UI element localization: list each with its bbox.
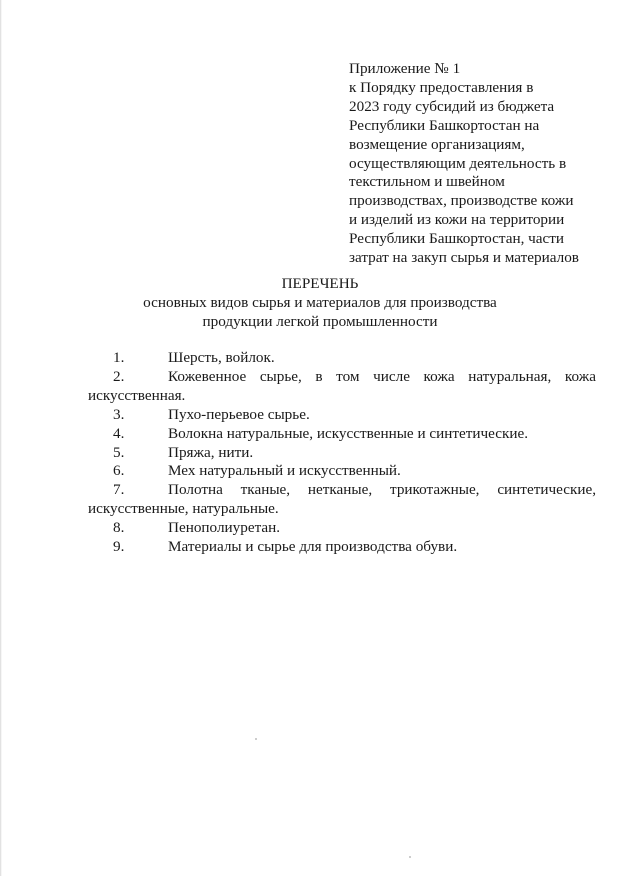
list-item (88, 462, 596, 481)
appendix-line: 2023 году субсидий из бюджета (349, 97, 555, 115)
list-item (88, 444, 596, 463)
item-number: 9. (113, 538, 125, 556)
appendix-line: возмещение организациям, (349, 135, 525, 153)
item-number: 1. (113, 349, 125, 366)
item-text: Кожевенное сырье, в том числе кожа натуральная, кожа искусственная. (88, 367, 596, 404)
appendix-line: осуществляющим деятельность в (349, 154, 567, 172)
scan-speck (409, 856, 411, 858)
appendix-line: и изделий из кожи на территории (349, 211, 565, 229)
list-item (88, 368, 596, 406)
list-item (88, 538, 596, 557)
item-number: 8. (113, 519, 125, 537)
item-text: Волокна натуральные, искусственные и синтетические. (168, 424, 529, 442)
item-number: 3. (113, 405, 125, 423)
document-subtitle (0, 294, 640, 332)
item-text: Пухо-перьевое сырье. (168, 405, 310, 423)
scan-edge-shadow (0, 0, 2, 876)
item-number: 7. (113, 481, 125, 499)
list-item (88, 519, 596, 538)
item-number: 4. (113, 424, 125, 442)
appendix-line: Республики Башкортостан, части (349, 230, 565, 248)
subtitle-line: продукции легкой промышленности (202, 312, 438, 330)
item-text: Полотна тканые, нетканые, трикотажные, синтетические, искусственные, натуральные. (88, 481, 596, 518)
appendix-line: к Порядку предоставления в (349, 78, 534, 96)
appendix-line: производствах, производстве кожи (349, 192, 574, 210)
item-text: Материалы и сырье для производства обуви. (168, 538, 458, 556)
appendix-header (349, 60, 609, 268)
item-text: Шерсть, войлок. (168, 349, 275, 366)
list-item (88, 349, 596, 368)
list-item (88, 481, 596, 519)
item-number: 2. (113, 367, 125, 385)
appendix-line: Приложение № 1 (349, 60, 461, 77)
appendix-line: текстильном и швейном (349, 173, 505, 191)
document-title (0, 275, 640, 294)
item-text: Мех натуральный и искусственный. (168, 462, 401, 480)
item-text: Пенополиуретан. (168, 519, 281, 537)
list-item (88, 406, 596, 425)
item-number: 5. (113, 443, 125, 461)
item-text: Пряжа, нити. (168, 443, 254, 461)
subtitle-line: основных видов сырья и материалов для производства (143, 294, 497, 311)
item-number: 6. (113, 462, 125, 480)
scan-speck (255, 738, 257, 740)
list-item (88, 425, 596, 444)
appendix-line: Республики Башкортостан на (349, 116, 540, 134)
materials-list (88, 349, 596, 557)
appendix-line: затрат на закуп сырья и материалов (349, 249, 579, 267)
title-text: ПЕРЕЧЕНЬ (281, 275, 359, 292)
